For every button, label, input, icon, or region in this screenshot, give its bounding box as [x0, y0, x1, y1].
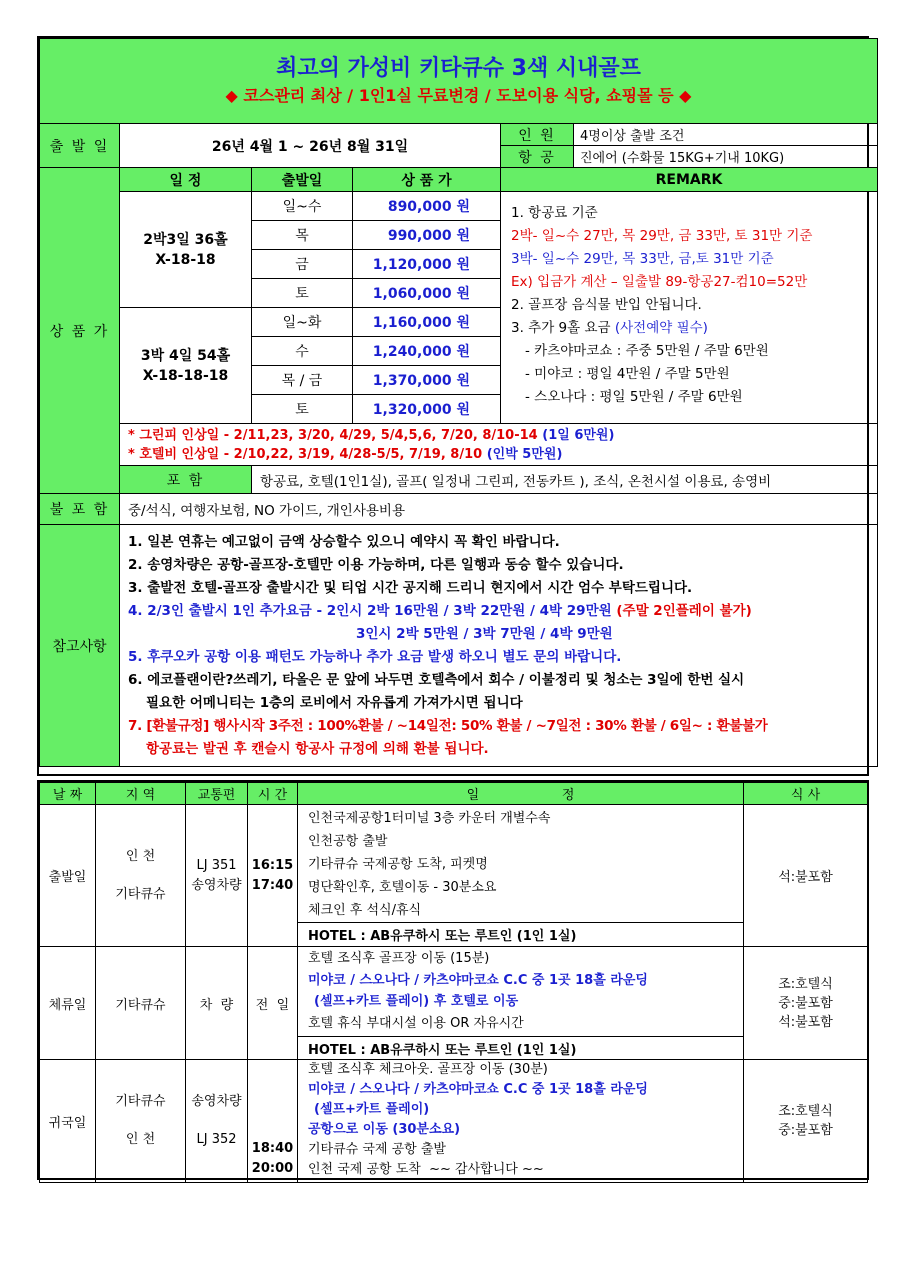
schedule-line: 체크인 후 석식/휴식 — [308, 903, 422, 918]
package-3n4d-course: X-18-18-18 — [142, 367, 229, 384]
page-title: 최고의 가성비 키타큐슈 3색 시내골프 — [276, 56, 641, 81]
price-day: 일~수 — [252, 192, 353, 221]
itin-header-time: 시 간 — [248, 783, 298, 805]
day2-date: 체류일 — [40, 947, 96, 1060]
schedule-line: 미야코 / 스오나다 / 카츠야마코쇼 C.C 중 1곳 18홀 라운딩 — [308, 973, 648, 988]
price-day: 수 — [252, 337, 353, 366]
green-fee-dates: * 그린피 인상일 - 2/11,23, 3/20, 4/29, 5/4,5,6, 7/20, 8/10-14 — [128, 427, 543, 443]
remark-line: - 스오나다 : 평일 5만원 / 주말 6만원 — [525, 389, 743, 405]
price-value: 990,000 원 — [353, 221, 501, 250]
day3-schedule — [298, 1060, 744, 1183]
day2-meal — [744, 947, 868, 1060]
day3-region-from: 기타큐슈 — [115, 1094, 166, 1109]
remark-text: 3. 추가 9홀 요금 — [511, 320, 615, 336]
hotel-fee-increase — [128, 445, 877, 464]
day3-shuttle: 송영차량 — [191, 1094, 242, 1109]
day2-hotel: HOTEL : AB유쿠하시 또는 루트인 (1인 1실) — [298, 1037, 744, 1060]
remark-box — [501, 192, 878, 424]
schedule-line: 호텔 조식후 체크아웃. 골프장 이동 (30분) — [308, 1062, 548, 1077]
note-text: 4. 2/3인 출발시 1인 추가요금 - 2인시 2박 16만원 / 3박 22만원 / 4박 29만원 — [128, 602, 617, 619]
page-subtitle: ◆ 코스관리 최상 / 1인1실 무료변경 / 도보이용 식당, 쇼핑몰 등 ◆ — [225, 86, 692, 105]
package-3n4d-name: 3박 4일 54홀 — [140, 347, 231, 364]
schedule-line: 미야코 / 스오나다 / 카츠야마코쇼 C.C 중 1곳 18홀 라운딩 — [308, 1082, 648, 1097]
itin-header-transport: 교통편 — [186, 783, 248, 805]
note-text: (주말 2인플레이 불가) — [616, 602, 752, 619]
col-day: 출발일 — [252, 168, 353, 192]
day3-region — [96, 1060, 186, 1183]
day3-date: 귀국일 — [40, 1060, 96, 1183]
day1-hotel: HOTEL : AB유쿠하시 또는 루트인 (1인 1실) — [298, 923, 744, 947]
schedule-line: 호텔 휴식 부대시설 이용 OR 자유시간 — [308, 1016, 524, 1031]
col-schedule: 일 정 — [120, 168, 252, 192]
price-value: 890,000 원 — [353, 192, 501, 221]
hotel-fee-dates: * 호텔비 인상일 - 2/10,22, 3/19, 4/28-5/5, 7/19, 8/10 — [128, 446, 487, 462]
remark-line: 2박- 일~수 27만, 목 29만, 금 33만, 토 31만 기준 — [511, 228, 813, 244]
remark-line: - 미야코 : 평일 4만원 / 주말 5만원 — [525, 366, 730, 382]
price-day: 금 — [252, 250, 353, 279]
day2-region: 기타큐슈 — [96, 947, 186, 1060]
notes-label: 참고사항 — [40, 525, 120, 767]
day2-schedule — [298, 947, 744, 1037]
day1-time — [248, 805, 298, 947]
remark-line — [511, 317, 877, 340]
product-info-box — [37, 36, 869, 776]
day1-shuttle: 송영차량 — [191, 877, 242, 893]
package-2n3d-name: 2박3일 36홀 — [143, 231, 228, 248]
day2-dinner: 석:불포함 — [778, 1014, 833, 1030]
day1-region-to: 기타큐슈 — [115, 886, 166, 902]
day1-meal: 석:불포함 — [744, 805, 868, 947]
price-section-label: 상 품 가 — [40, 168, 120, 494]
hotel-fee-amount: (인박 5만원) — [486, 446, 563, 462]
schedule-line: 호텔 조식후 골프장 이동 (15분) — [308, 951, 490, 966]
col-price: 상 품 가 — [353, 168, 501, 192]
day2-time: 전 일 — [248, 947, 298, 1060]
day1-time-arrive: 17:40 — [251, 877, 294, 893]
itin-header-meal: 식 사 — [744, 783, 868, 805]
airline-value: 진에어 (수화물 15KG+기내 10KG) — [574, 146, 878, 168]
price-day: 토 — [252, 395, 353, 424]
day3-flight: LJ 352 — [196, 1132, 237, 1147]
price-day: 일~화 — [252, 308, 353, 337]
note-line: 5. 후쿠오카 공항 이용 패턴도 가능하나 추가 요금 발생 하오니 별도 문의 바랍니다. — [128, 648, 622, 665]
day1-date: 출발일 — [40, 805, 96, 947]
price-value: 1,160,000 원 — [353, 308, 501, 337]
remark-text: (사전예약 필수) — [614, 320, 708, 336]
schedule-line: (셀프+카트 플레이) — [314, 1102, 430, 1117]
remark-line: - 카츠야마코쇼 : 주중 5만원 / 주말 6만원 — [525, 343, 769, 359]
schedule-line: 공항으로 이동 (30분소요) — [308, 1122, 461, 1137]
price-value: 1,240,000 원 — [353, 337, 501, 366]
note-line: 항공료는 발권 후 캔슬시 항공사 규정에 의해 환불 됩니다. — [146, 740, 489, 757]
day1-time-depart: 16:15 — [251, 857, 294, 873]
schedule-line: (셀프+카트 플레이) 후 호텔로 이동 — [314, 994, 519, 1009]
day2-breakfast: 조:호텔식 — [778, 976, 833, 992]
price-day: 목 — [252, 221, 353, 250]
departure-value: 26년 4월 1 ~ 26년 8월 31일 — [120, 124, 501, 168]
exclude-label: 불 포 함 — [40, 494, 120, 525]
itinerary-box — [37, 780, 869, 1180]
surcharge-dates — [120, 424, 878, 466]
itinerary-table — [39, 782, 868, 1183]
people-label: 인 원 — [501, 124, 574, 146]
note-line: 3. 출발전 호텔-골프장 출발시간 및 티업 시간 공지해 드리니 현지에서 시간 엄수 부탁드립니다. — [128, 579, 693, 596]
price-value: 1,120,000 원 — [353, 250, 501, 279]
day3-lunch: 중:불포함 — [778, 1123, 833, 1138]
notes-box — [120, 525, 878, 767]
schedule-line: 기타큐슈 국제공항 도착, 피켓명 — [308, 857, 488, 872]
price-value: 1,060,000 원 — [353, 279, 501, 308]
schedule-line: 인천공항 출발 — [308, 834, 388, 849]
green-fee-increase — [128, 426, 877, 445]
green-fee-amount: (1일 6만원) — [542, 427, 615, 443]
day3-time-arrive: 20:00 — [251, 1161, 294, 1176]
exclude-value: 중/석식, 여행자보험, NO 가이드, 개인사용비용 — [120, 494, 878, 525]
day3-time — [248, 1060, 298, 1183]
note-line: 1. 일본 연휴는 예고없이 금액 상승할수 있으니 예약시 꼭 확인 바랍니다. — [128, 533, 560, 550]
schedule-line: 인천국제공항1터미널 3층 카운터 개별수속 — [308, 811, 551, 826]
note-line: 3인시 2박 5만원 / 3박 7만원 / 4박 9만원 — [356, 625, 613, 642]
remark-line: Ex) 입금가 계산 – 일출발 89-항공27-컴10=52만 — [511, 274, 808, 290]
title-banner — [40, 39, 878, 124]
package-3n4d — [120, 308, 252, 424]
day3-transport — [186, 1060, 248, 1183]
day2-transport: 차 량 — [186, 947, 248, 1060]
remark-line: 1. 항공료 기준 — [511, 205, 598, 221]
package-2n3d-course: X-18-18 — [155, 251, 216, 268]
note-line — [128, 600, 877, 623]
itin-header-date: 날 짜 — [40, 783, 96, 805]
package-2n3d — [120, 192, 252, 308]
day1-flight: LJ 351 — [196, 857, 237, 873]
schedule-line: 명단확인후, 호텔이동 - 30분소요 — [308, 880, 497, 895]
remark-line: 3박- 일~수 29만, 목 33만, 금,토 31만 기준 — [511, 251, 774, 267]
note-line: 2. 송영차량은 공항-골프장-호텔만 이용 가능하며, 다른 일행과 동승 할수 있습니다. — [128, 556, 624, 573]
schedule-line: 인천 국제 공항 도착 ~~ 감사합니다 ~~ — [308, 1162, 544, 1177]
col-remark: REMARK — [501, 168, 878, 192]
day2-lunch: 중:불포함 — [778, 995, 833, 1011]
price-day: 토 — [252, 279, 353, 308]
note-line: 6. 에코플랜이란?쓰레기, 타올은 문 앞에 놔두면 호텔측에서 회수 / 이불정리 및 청소는 3일에 한번 실시 — [128, 671, 745, 688]
schedule-line: 기타큐슈 국제 공항 출발 — [308, 1142, 446, 1157]
day3-time-depart: 18:40 — [251, 1141, 294, 1156]
note-line: 7. [환불규정] 행사시작 3주전 : 100%환불 / ~14일전: 50% 환불 / ~7일전 : 30% 환불 / 6일~ : 환불불가 — [128, 717, 768, 734]
departure-label: 출 발 일 — [40, 124, 120, 168]
itin-header-region: 지 역 — [96, 783, 186, 805]
itin-header-schedule: 일 정 — [298, 783, 744, 805]
day1-region — [96, 805, 186, 947]
day1-schedule — [298, 805, 744, 923]
price-value: 1,370,000 원 — [353, 366, 501, 395]
day3-meal — [744, 1060, 868, 1183]
product-info-table — [39, 38, 878, 767]
people-value: 4명이상 출발 조건 — [574, 124, 878, 146]
day3-breakfast: 조:호텔식 — [778, 1104, 833, 1119]
day1-transport — [186, 805, 248, 947]
day3-region-to: 인 천 — [125, 1132, 156, 1147]
airline-label: 항 공 — [501, 146, 574, 168]
remark-line: 2. 골프장 음식물 반입 안됩니다. — [511, 297, 702, 313]
include-label: 포 함 — [120, 466, 252, 494]
price-day: 목 / 금 — [252, 366, 353, 395]
note-line: 필요한 어메니티는 1층의 로비에서 자유롭게 가져가시면 됩니다 — [146, 694, 523, 711]
price-value: 1,320,000 원 — [353, 395, 501, 424]
include-value: 항공료, 호텔(1인1실), 골프( 일정내 그린피, 전동카트 ), 조식, 온천시설 이용료, 송영비 — [252, 466, 878, 494]
day1-region-from: 인 천 — [125, 848, 156, 864]
